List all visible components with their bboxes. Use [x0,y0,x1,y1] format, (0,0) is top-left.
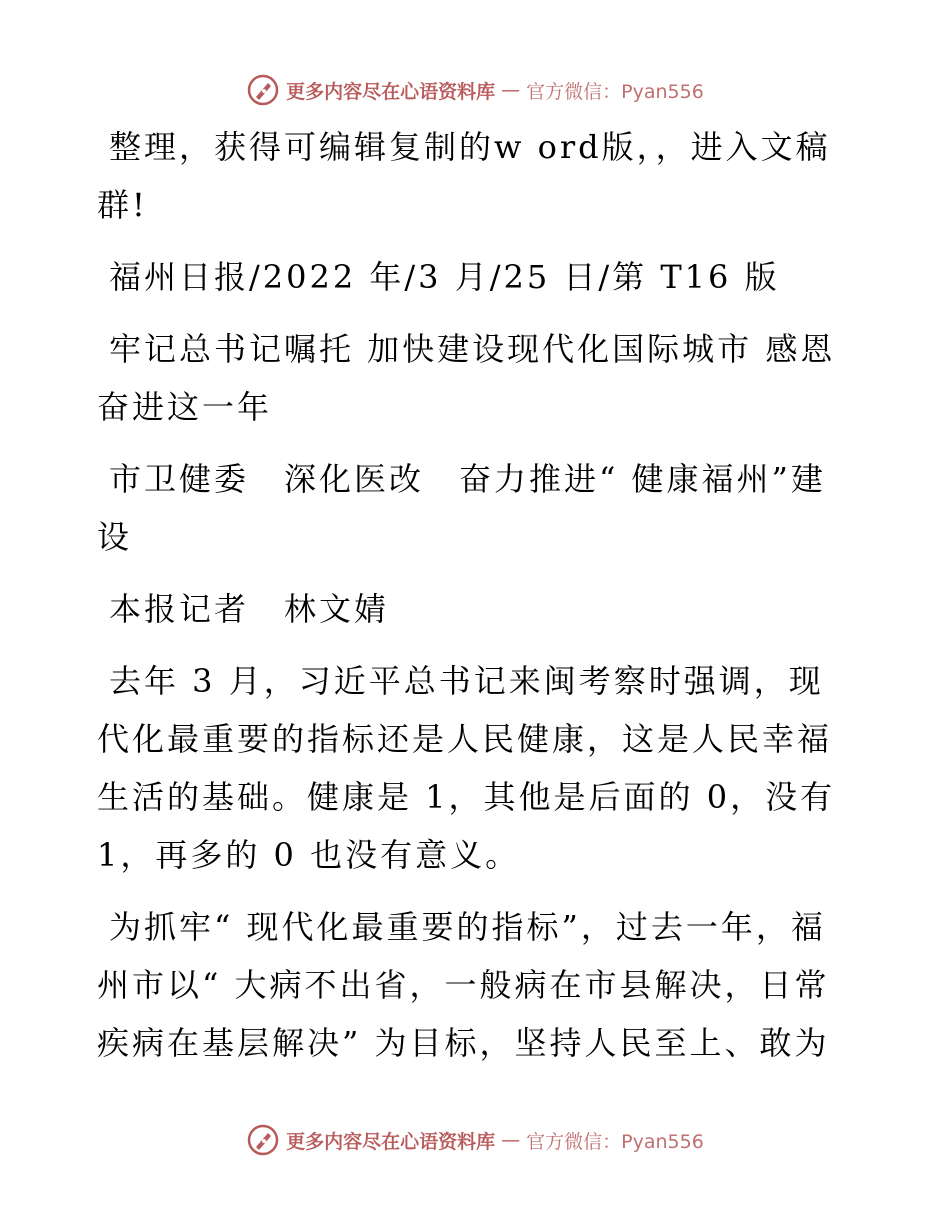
intro-note: 整理，获得可编辑复制的w ord版，，进入文稿群! [97,128,831,224]
watermark-main-text: 更多内容尽在心语资料库 [286,80,496,103]
source-line: 福州日报/2022 年/3 月/25 日/第 T16 版 [109,258,780,296]
pen-nib-circle-logo-icon [246,73,280,107]
body-paragraph: 去年 3 月，习近平总书记来闽考察时强调，现代化最重要的指标还是人民健康，这是人民幸福生活的基础。健康是 1，其他是后面的 0，没有 1，再多的 0 也没有意义。 [97,662,836,874]
article-headline: 牢记总书记嘱托 加快建设现代化国际城市 感恩奋进这一年 [97,330,836,426]
header-watermark [0,72,950,108]
watermark-main-text: 更多内容尽在心语资料库 [286,1130,496,1153]
article-body [97,118,857,1086]
watermark-wechat-text: 官方微信：Pyan556 [526,80,704,103]
footer-watermark [0,1122,950,1158]
pen-nib-circle-logo-icon [246,1123,280,1157]
watermark-wechat-text: 官方微信：Pyan556 [526,1130,704,1153]
byline: 本报记者 林文婧 [109,590,390,628]
body-paragraph: 为抓牢“ 现代化最重要的指标”，过去一年，福州市以“ 大病不出省，一般病在市县解决，日常疾病在基层解决” 为目标，坚持人民至上、敢为 [97,908,830,1062]
article-subheadline: 市卫健委 深化医改 奋力推进“ 健康福州”建设 [97,460,826,556]
watermark-separator: — [501,1129,521,1151]
watermark-separator: — [501,79,521,101]
